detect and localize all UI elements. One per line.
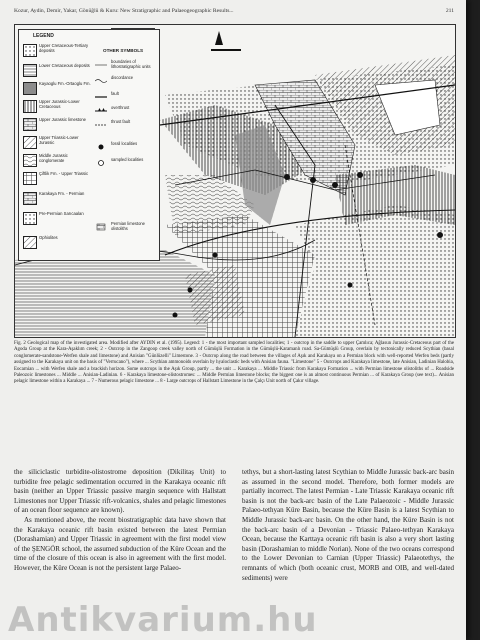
map-locality-marker — [332, 182, 338, 188]
map-locality-marker — [310, 177, 316, 183]
boundary-line-icon — [95, 61, 107, 69]
running-head-text: Kozur, Aydin, Demir, Yakar, Gönüğlü & Kuru: New Stratigraphic and Palaeogeographic Results... — [14, 8, 234, 14]
map-locality-marker — [213, 253, 218, 258]
legend-symbol-label: fossil localities — [111, 141, 138, 146]
right-column — [242, 468, 454, 583]
thrust-fault-icon — [95, 121, 107, 129]
legend-symbol — [95, 222, 157, 232]
legend-unit — [23, 172, 93, 184]
legend-symbol-label: discordance — [111, 75, 134, 80]
other-symbols-title: OTHER SYMBOLS — [103, 48, 144, 53]
paragraph: tethys, but a short-lasting latest Scythian to Middle Jurassic back-arc basin as assumed in the second model. Therefore, both former models are partially incorrect. The latest Permian - Late Triassic Karakaya oceanic rift basin is not the back-arc basin of the Late Palaeozoic - Middle Jurassic Palaeo-tethyan Küre Basin, because the Küre Basin is a latest Scythian to Middle Jurassic back-arc basin. On the other hand, the Küre Basin is not the back-arc basin of a Devonian - Triassic Palaeo-tethyan Karakaya Ocean, because the Karttaya oceanic rift basin is also a very short lasting basin (Dorashamian to middle Norian). None of the two oceans correspond to the Lower Devonian to Carnian (Upper Triassic) Palaeotethys, the remnants of which (both oceanic crust, MORB and OIB, and well-dated sediments) were — [242, 468, 454, 582]
legend-unit-label: Upper Jurassic limestone — [39, 117, 87, 122]
legend-swatch — [23, 118, 37, 131]
legend-symbol — [95, 158, 157, 168]
overthrust-icon — [95, 107, 107, 115]
legend-swatch — [23, 136, 37, 149]
legend-unit — [23, 192, 93, 204]
legend-symbol — [95, 106, 157, 116]
left-column — [14, 468, 226, 574]
legend-swatch — [23, 192, 37, 205]
body-text — [14, 468, 454, 640]
legend-unit — [23, 154, 93, 166]
legend-symbol — [95, 142, 157, 152]
geological-map-figure — [14, 24, 456, 338]
legend-symbol-label: sampled localities — [111, 157, 144, 162]
olistolith-icon — [95, 223, 107, 231]
map-unit-olistostrome — [185, 265, 245, 325]
fossil-locality-icon — [95, 143, 107, 151]
legend-unit — [23, 136, 93, 148]
fault-line-icon — [95, 93, 107, 101]
map-legend — [18, 29, 160, 261]
legend-unit — [23, 236, 93, 248]
legend-symbol — [95, 120, 157, 130]
sample-locality-icon — [95, 159, 107, 167]
legend-swatch — [23, 64, 37, 77]
legend-swatch — [23, 212, 37, 225]
legend-swatch — [23, 172, 37, 185]
legend-symbol-label: overthrust — [111, 105, 130, 110]
legend-unit-label: Lower Cretaceous deposits — [39, 63, 90, 68]
legend-unit-label: Middle Jurassic conglomerate — [39, 153, 68, 163]
legend-unit — [23, 44, 93, 56]
legend-unit-label: Karakaya Fm. - Permian — [39, 191, 85, 196]
legend-symbol-label: fault — [111, 91, 119, 96]
legend-symbol-label: boundaries of lithostratigraphic units — [111, 59, 151, 69]
map-unit-lower-cretaceous — [15, 250, 215, 337]
legend-swatch — [23, 82, 37, 95]
legend-unit — [23, 212, 93, 224]
legend-unit-label: Kayaoglu Fm.-Ortaoglu Fm. — [39, 81, 91, 86]
legend-title: LEGEND — [33, 33, 54, 39]
legend-unit — [23, 64, 93, 76]
legend-unit-label: Upper Triassic-Lower Jurassic — [39, 135, 79, 145]
legend-swatch — [23, 100, 37, 113]
paragraph: the siliciclastic turbidite-olistostrome deposition (Dikilitaş Unit) to turbidite free pelagic sedimentation occurred in the Karakaya oceanic rift basin (neither an Upper Triassic passive margin sequence with Hallstatt Limestones nor Upper Triassic rift-volcanics, shales and pelagic limestones of an ocean floor sequence are known). — [14, 468, 226, 515]
legend-symbol-label: Permian limestone olistoliths — [111, 221, 145, 231]
map-locality-marker — [348, 283, 353, 288]
legend-unit-label: Upper Jurassic-Lower Cretaceous — [39, 99, 80, 109]
watermark: Antikvarium.hu — [8, 600, 318, 640]
map-locality-marker — [357, 172, 363, 178]
scale-bar — [211, 49, 241, 51]
legend-unit-label: Çiftlik Fm. - Upper Triassic — [39, 171, 89, 176]
figure-caption: Fig. 2 Geological map of the investigated area. Modified after AYDIN et al. (1995). Legend: 1 - the most important sampled localities; 1 - outcrop in the saddle to upper Çamlıca; Ağlasun Jurassic-Cretaceous part of the Agoda Group at the Kara-Aşaklım creek; 2 - Outcrop in the Zangoop creek valley north of Gümüşlü Formation in the Gümüşlü-Karamanlı road. Sa-Gümüşlü Group, overlain by tectonically reduced Scythian (basal conglomerate-sandstone-Werfen shale and limestone) and Anisian "Günlüzelli" Limestone. 3 - Outcrop along the road between the villages of Aşık and Karakaya on a Permian block with well-reported Werfen beds (partly assigned to the Karakaya unit on the basis of "Verrucano"), where ... Scythian ammonoids overlain by hyaloclastic beds with Anisian fauna. "Limestone" 5 - Outcrops and Karakaya limestone, late Anisian, Ladinian Halobia, Eocarnian ... with Werfen shale and a brackish horizon. Some outcrops in the Aşık Group, partly ... the unit ... Karakaya ... Middle Triassic from Karakaya Formation ... with Permian limestone olistoliths of ... Roadside Paleozoic limestones ... Middle ... Anisian-Ladinian. 6 - Karakaya limestone-olistostromes: ... Middle Permian limestone blocks; the biggest one is an almost continuous Permian ... of Karakaya Group (see text)... Anisian pelagic limestone within a Karakaya ... 7 - Numerous pelagic limestone ... 8 - Large outcrops of Hallstatt Limestone in the Çalçı Unit north of Çakır village. — [14, 341, 454, 385]
legend-symbol — [95, 76, 157, 86]
legend-unit-label: Pre-Permian Sarıcaalan — [39, 211, 84, 216]
legend-swatch — [23, 154, 37, 167]
paragraph: As mentioned above, the recent biostratigraphic data have shown that the Karakaya oceanic rift basin existed between the latest Permian (Dorashamian) and Upper Triassic in agreement with the first model view of the ŞENGÖR school, the assumed subduction of the Küre Ocean and the time of the closure of this ocean is also in agreement with the first model. However, the Küre Ocean is not the persistent large Palaeo- — [14, 515, 226, 572]
legend-unit-label: Ophiolites — [39, 235, 58, 240]
legend-symbol — [95, 60, 157, 70]
discordance-line-icon — [95, 77, 107, 85]
running-head — [14, 8, 454, 14]
map-locality-marker — [173, 313, 178, 318]
legend-swatch — [23, 44, 37, 57]
legend-swatch — [23, 236, 37, 249]
legend-symbol — [95, 92, 157, 102]
map-locality-marker — [284, 174, 290, 180]
legend-unit — [23, 118, 93, 130]
legend-symbol-label: thrust fault — [111, 119, 131, 124]
legend-unit — [23, 82, 93, 94]
page-number: 211 — [445, 8, 454, 14]
legend-unit — [23, 100, 93, 112]
map-unit-pre-permian — [295, 205, 455, 337]
map-locality-marker — [437, 232, 443, 238]
legend-unit-label: Upper Cretaceous-Tertiary deposits — [39, 43, 89, 53]
map-locality-marker — [188, 288, 193, 293]
